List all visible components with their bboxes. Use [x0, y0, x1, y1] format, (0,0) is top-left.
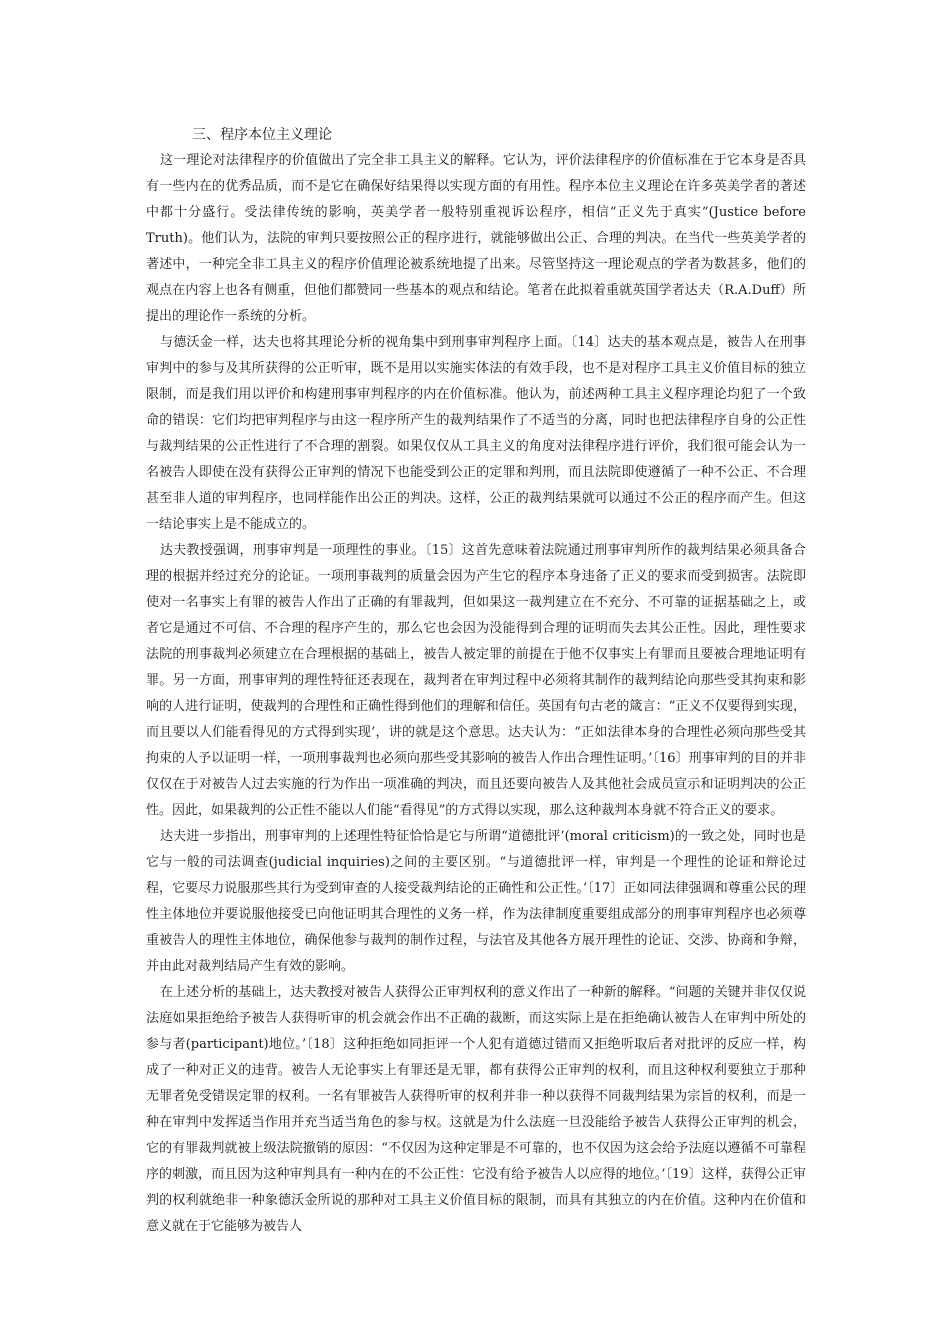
paragraph-5: 在上述分析的基础上，达夫教授对被告人获得公正审判权利的意义作出了一种新的解释。“问题的关键并非仅仅说法庭如果拒绝给予被告人获得听审的机会就会作出不正确的裁断，而这实际上是在拒绝确认被告人在审判中所处的参与者(participant)地位。’〔18〕这种拒绝如同拒评一个人犯有道德过错而又拒绝听取后者对批评的反应一样，构成了一种对正义的违背。被告人无论事实上有罪还是无罪，都有获得公正审判的权利，而且这种权利要独立于那种无罪者免受错误定罪的权利。一名有罪被告人获得听审的权利并非一种以获得不同裁判结果为宗旨的权利，而是一种在审判中发挥适当作用并充当适当角色的参与权。这就是为什么法庭一旦没能给予被告人获得公正审判的机会，它的有罪裁判就被上级法院撤销的原因：“不仅因为这种定罪是不可靠的，也不仅因为这会给予法庭以遵循不可靠程序的刺激，而且因为这种审判具有一种内在的不公正性：它没有给予被告人以应得的地位。’〔19〕这样，获得公正审判的权利就绝非一种象德沃金所说的那种对工具主义价值目标的限制，而具有其独立的内在价值。这种内在价值和意义就在于它能够为被告人	[146, 985, 806, 1234]
paragraph-4: 达夫进一步指出，刑事审判的上述理性特征恰恰是它与所谓“道德批评’(moral criticism)的一致之处，同时也是它与一般的司法调查(judicial inquiries)之间的主要区别。“与道德批评一样，审判是一个理性的论证和辩论过程，它要尽力说服那些其行为受到审查的人接受裁判结论的正确性和公正性。’〔17〕正如同法律强调和尊重公民的理性主体地位并要说服他接受已向他证明其合理性的义务一样，作为法律制度重要组成部分的刑事审判程序也必须尊重被告人的理性主体地位，确保他参与裁判的制作过程，与法官及其他各方展开理性的论证、交涉、协商和争辩，并由此对裁判结局产生有效的影响。	[146, 829, 806, 974]
paragraph-3: 达夫教授强调，刑事审判是一项理性的事业。〔15〕这首先意味着法院通过刑事审判所作的裁判结果必须具备合理的根据并经过充分的论证。一项刑事裁判的质量会因为产生它的程序本身违备了正义的要求而受到损害。法院即使对一名事实上有罪的被告人作出了正确的有罪裁判，但如果这一裁判建立在不充分、不可靠的证据基础之上，或者它是通过不可信、不合理的程序产生的，那么它也会因为没能得到合理的证明而失去其公正性。因此，理性要求法院的刑事裁判必须建立在合理根据的基础上，被告人被定罪的前提在于他不仅事实上有罪而且要被合理地证明有罪。另一方面，刑事审判的理性特征还表现在，裁判者在审判过程中必须将其制作的裁判结论向那些受其拘束和影响的人进行证明，使裁判的合理性和正确性得到他们的理解和信任。英国有句古老的箴言：“正义不仅要得到实现，而且要以人们能看得见的方式得到实现’，讲的就是这个意思。达夫认为：“正如法律本身的合理性必须向那些受其拘束的人予以证明一样，一项刑事裁判也必须向那些受其影响的被告人作出合理性证明。’〔16〕刑事审判的目的并非仅仅在于对被告人过去实施的行为作出一项准确的判决，而且还要向被告人及其他社会成员宣示和证明判决的公正性。因此，如果裁判的公正性不能以人们能“看得见”的方式得以实现，那么这种裁判本身就不符合正义的要求。	[146, 543, 806, 818]
paragraph-1: 这一理论对法律程序的价值做出了完全非工具主义的解释。它认为，评价法律程序的价值标准在于它本身是否具有一些内在的优秀品质，而不是它在确保好结果得以实现方面的有用性。程序本位主义理论在许多英美学者的著述中都十分盛行。受法律传统的影响，英美学者一般特别重视诉讼程序，相信“正义先于真实”(Justice before Truth)。他们认为，法院的审判只要按照公正的程序进行，就能够做出公正、合理的判决。在当代一些英美学者的著述中，一种完全非工具主义的程序价值理论被系统地提了出来。尽管坚持这一理论观点的学者为数甚多，他们的观点在内容上也各有侧重，但他们都赞同一些基本的观点和结论。笔者在此拟着重就英国学者达夫（R.A.Duff）所提出的理论作一系统的分析。	[146, 153, 806, 324]
section-title: 三、程序本位主义理论	[192, 127, 332, 143]
document-page	[146, 122, 806, 1240]
paragraph-2: 与德沃金一样，达夫也将其理论分析的视角集中到刑事审判程序上面。〔14〕达夫的基本观点是，被告人在刑事审判中的参与及其所获得的公正听审，既不是用以实施实体法的有效手段，也不是对程序工具主义价值目标的独立限制，而是我们用以评价和构建刑事审判程序的内在价值标准。他认为，前述两种工具主义程序理论均犯了一个致命的错误：它们均把审判程序与由这一程序所产生的裁判结果作了不适当的分离，同时也把法律程序自身的公正性与裁判结果的公正性进行了不合理的割裂。如果仅仅从工具主义的角度对法律程序进行评价，我们很可能会认为一名被告人即使在没有获得公正审判的情况下也能受到公正的定罪和判刑，而且法院即使遵循了一种不公正、不合理甚至非人道的审判程序，也同样能作出公正的判决。这样，公正的裁判结果就可以通过不公正的程序而产生。但这一结论事实上是不能成立的。	[146, 335, 806, 532]
